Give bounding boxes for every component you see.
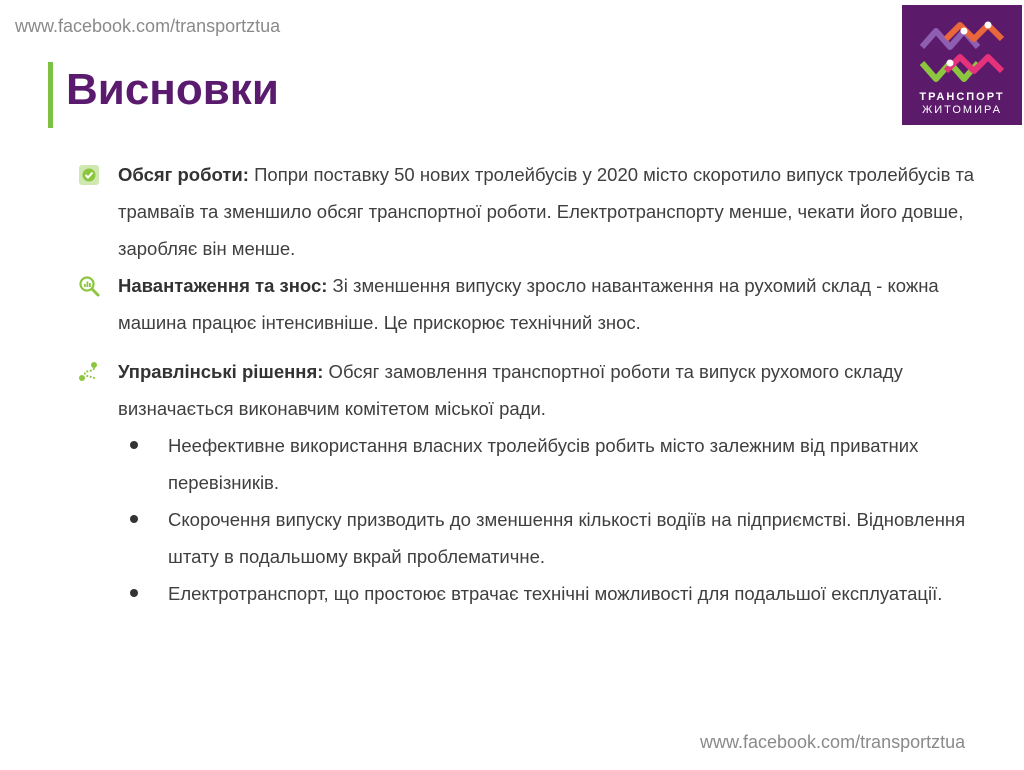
sub-bullet-list [78, 427, 978, 612]
logo-text-line1: ТРАНСПОРТ [919, 91, 1005, 103]
bullet-item [168, 501, 978, 575]
list-item [78, 267, 978, 341]
header-url: www.facebook.com/transportztua [15, 16, 281, 36]
magnifier-chart-icon [78, 275, 100, 297]
item-text: Зі зменшення випуску зросло навантаження на рухомий склад - кожна машина працює інтенсивніше. Це прискорює технічний знос. [118, 275, 939, 333]
footer-url: www.facebook.com/transportztua [700, 732, 966, 752]
check-icon [78, 164, 100, 186]
item-text: Попри поставку 50 нових тролейбусів у 2020 місто скоротило випуск тролейбусів та трамваїв та зменшило обсяг транспортної роботи. Електротранспорту менше, чекати його довше, заробляє він менше. [118, 164, 975, 259]
item-text: Обсяг замовлення транспортної роботи та випуск рухомого складу визначається виконавчим комітетом міської ради. [118, 361, 903, 419]
bullet-text: Неефективне використання власних тролейбусів робить місто залежним від приватних перевізників. [168, 435, 919, 493]
bullet-text: Скорочення випуску призводить до зменшення кількості водіїв на підприємстві. Відновлення штату в подальшому вкрай проблематичне. [168, 509, 966, 567]
item-label: Управлінські рішення: [118, 361, 324, 382]
item-label: Обсяг роботи: [118, 164, 249, 185]
bullet-text: Електротранспорт, що простоює втрачає технічні можливості для подальшої експлуатації. [168, 583, 943, 604]
bullet-item [168, 575, 978, 612]
list-item [78, 353, 978, 427]
conclusions-content [78, 156, 978, 612]
route-icon [78, 361, 100, 383]
logo [902, 5, 1022, 125]
logo-text-line2: ЖИТОМИРА [922, 104, 1002, 116]
title-accent-bar [48, 62, 53, 128]
bullet-item [168, 427, 978, 501]
list-item [78, 156, 978, 267]
logo-mark-icon [916, 17, 1008, 87]
page-title: Висновки [66, 65, 279, 114]
item-label: Навантаження та знос: [118, 275, 328, 296]
